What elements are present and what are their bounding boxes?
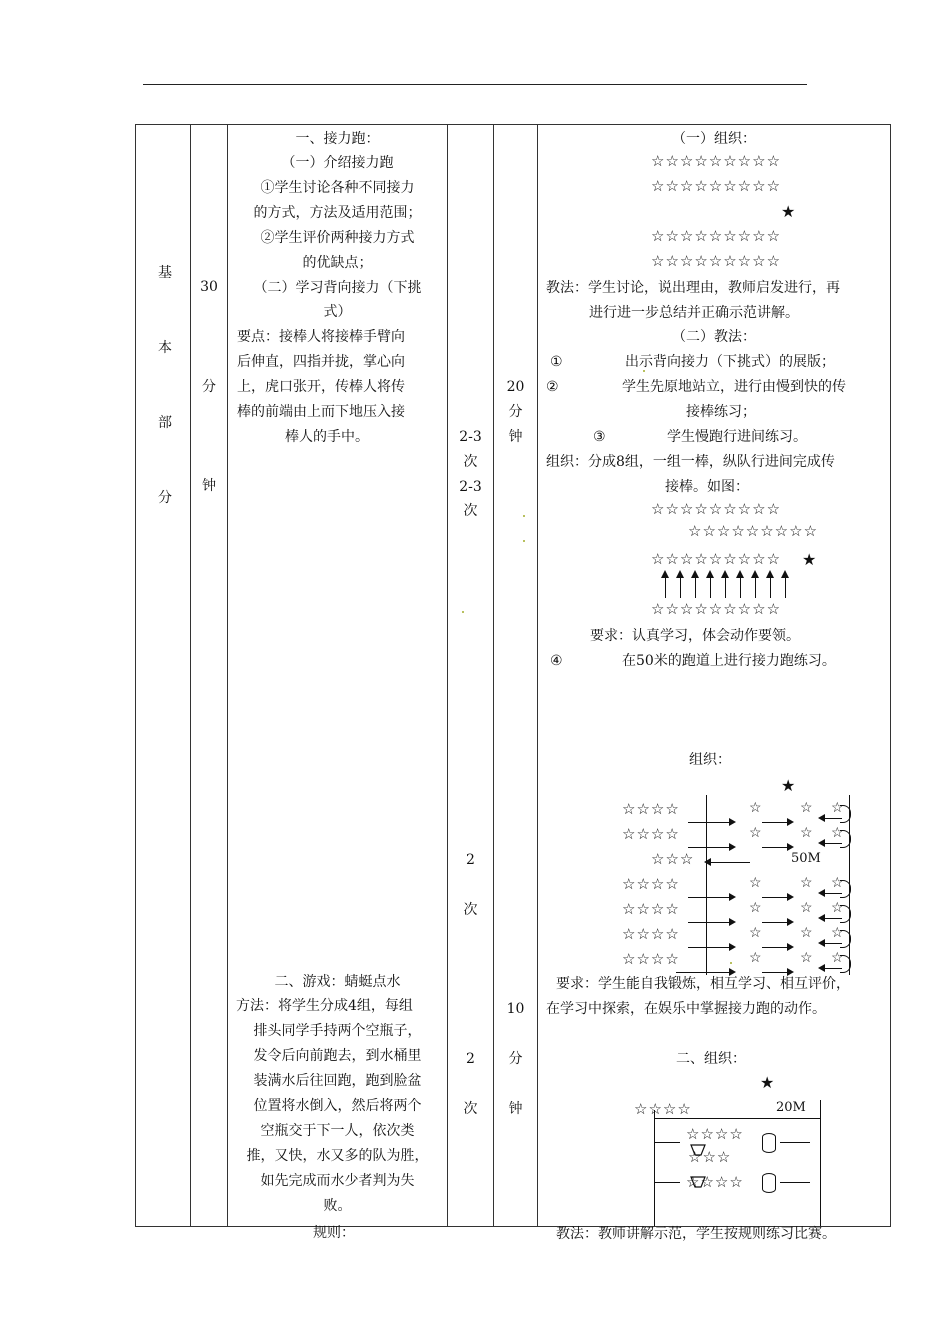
up-arrow-icon [785,574,786,598]
team-row: ☆☆☆☆ [686,1125,744,1143]
runner-icon: ☆ [800,800,813,816]
teach-line: 教法：学生讨论，说出理由，教师启发进行，再 [546,280,840,296]
runner-icon: ☆ [831,950,844,966]
relay-title: 一、接力跑： [295,131,380,147]
runner-icon: ☆ [749,875,762,891]
game-method-line: 空瓶交于下一人，依次类 [260,1123,415,1139]
teacher-star-icon: ★ [802,550,817,569]
game-method-line: 位置将水倒入，然后将两个 [253,1098,422,1114]
key-point-line: 棒人的手中。 [285,429,369,445]
end-line [820,1100,821,1226]
step-text: 接棒练习； [686,404,756,420]
step-num: ② [546,379,559,395]
step-text: 学生慢跑行进间练习。 [667,429,807,445]
team-row: ☆☆☆ [688,1148,732,1166]
step-text: 学生先原地站立，进行由慢到快的传 [622,379,846,395]
runner-icon: ☆ [800,875,813,891]
runner-icon: ☆ [800,950,813,966]
teacher-star-icon: ★ [781,776,796,795]
team-row: ☆☆☆☆ [622,800,680,818]
teach-line: 教法：教师讲解示范，学生按规则练习比赛。 [556,1226,836,1242]
runner-icon: ☆ [749,950,762,966]
return-arrow-icon [820,818,842,819]
water-bucket-icon [762,1133,776,1153]
water-bucket-icon [762,1173,776,1193]
time-unit: 钟 [508,1101,523,1117]
up-arrow-icon [770,574,771,598]
intro-line: ②学生评价两种接力方式 [260,230,415,246]
distance-line [654,1118,820,1119]
game-method-line: 发令后向前跑去，到水桶里 [253,1048,422,1064]
scan-speck [643,370,645,372]
key-point-line: 上，虎口张开，传棒人将传 [237,379,405,395]
student-row: ☆☆☆☆☆☆☆☆☆ [651,600,782,618]
team-row: ☆☆☆☆ [622,825,680,843]
run-arrow-icon [762,947,792,948]
time-total-unit: 钟 [202,478,216,494]
intro-title: （一）介绍接力跑 [281,155,394,171]
intro-line: 的优缺点； [302,255,373,271]
distance-arrow-icon [706,862,750,863]
runner-icon: ☆ [749,825,762,841]
intro-line: 的方式，方法及适用范围； [253,205,422,221]
student-row: ☆☆☆☆☆☆☆☆☆ [651,227,782,245]
teacher-star-icon: ★ [760,1073,775,1092]
game-title: 二、游戏：蜻蜓点水 [274,974,401,990]
team-row: ☆☆☆☆ [622,925,680,943]
reps-value: 2-3 [459,429,482,445]
team-row: ☆☆☆☆ [622,900,680,918]
requirement: 要求：认真学习，体会动作要领。 [590,628,800,644]
run-arrow-icon [762,897,792,898]
time-value: 10 [506,1001,525,1017]
time-total-num: 30 [200,279,218,295]
teach-line: 进行进一步总结并正确示范讲解。 [589,305,799,321]
lane-line [654,1182,680,1183]
start-line [654,1110,655,1226]
student-row: ☆☆☆☆☆☆☆☆☆ [651,252,782,270]
team-row: ☆☆☆☆ [634,1100,692,1118]
run-arrow-icon [762,922,792,923]
requirement: 在学习中探索，在娱乐中掌握接力跑的动作。 [546,1001,826,1017]
reps-value: 2 [466,852,475,868]
distance-label: 50M [791,851,821,866]
return-arrow-icon [820,943,842,944]
reps-unit: 次 [463,1101,478,1117]
runner-icon: ☆ [831,925,844,941]
time-total-unit: 分 [202,379,216,395]
scan-speck [523,540,525,542]
student-row: ☆☆☆☆☆☆☆☆☆ [651,177,782,195]
time-value: 20 [506,379,525,395]
lane-line [780,1182,810,1183]
game-method-line: 如先完成而水少者判为失 [260,1173,415,1189]
time-unit: 分 [508,1051,523,1067]
runner-icon: ☆ [749,900,762,916]
up-arrow-icon [710,574,711,598]
time-unit: 分 [508,404,523,420]
up-arrow-icon [680,574,681,598]
teacher-star-icon: ★ [781,202,796,221]
return-arrow-icon [820,843,842,844]
runner-icon: ☆ [800,925,813,941]
learn-title: 式） [323,304,352,320]
up-arrow-icon [755,574,756,598]
game-method-line: 装满水后往回跑，跑到脸盆 [253,1073,422,1089]
up-arrow-icon [740,574,741,598]
runner-icon: ☆ [831,875,844,891]
step-text: 出示背向接力（下挑式）的展版； [625,354,835,370]
run-arrow-icon [762,847,792,848]
runner-icon: ☆ [831,900,844,916]
game-method-line: 推，又快，水又多的队为胜， [246,1148,429,1164]
game-method-line: 排头同学手持两个空瓶子， [253,1023,422,1039]
runner-icon: ☆ [800,825,813,841]
up-arrow-icon [665,574,666,598]
lane-line [654,1142,680,1143]
intro-line: ①学生讨论各种不同接力 [260,180,415,196]
scan-speck [523,515,525,517]
runner-icon: ☆ [800,900,813,916]
up-arrow-icon [725,574,726,598]
section-char: 分 [158,490,172,506]
return-arrow-icon [820,968,842,969]
section-char: 本 [158,340,172,356]
run-arrow-icon [688,897,734,898]
runner-icon: ☆ [831,825,844,841]
basin-icon [690,1176,706,1188]
learn-title: （二）学习背向接力（下挑 [253,280,422,296]
team-row: ☆☆☆☆ [622,950,680,968]
org1-title: （一）组织： [672,131,756,147]
section-char: 基 [158,265,172,281]
scan-speck [462,611,464,613]
reps-unit: 次 [463,454,478,470]
step-num: ① [550,354,563,370]
run-arrow-icon [688,822,734,823]
runner-icon: ☆ [831,800,844,816]
up-arrow-icon [695,574,696,598]
run-arrow-icon [688,947,734,948]
reps-value: 2 [466,1051,475,1067]
run-arrow-icon [688,922,734,923]
lane-line [780,1142,810,1143]
org2-line: 组织：分成8组，一组一棒，纵队行进间完成传 [546,454,835,470]
reps-unit: 次 [463,503,478,519]
team-row: ☆☆☆☆ [686,1173,744,1191]
basin-icon [690,1144,706,1156]
org3-title: 组织： [689,752,731,768]
team-row: ☆☆☆☆ [622,875,680,893]
step-num: ④ [550,653,563,669]
return-arrow-icon [820,918,842,919]
key-point-line: 要点：接棒人将接棒手臂向 [237,329,405,345]
table-divider [537,124,538,1227]
runner-icon: ☆ [749,925,762,941]
requirement: 要求：学生能自我锻炼，相互学习、相互评价， [556,976,850,992]
return-arrow-icon [820,893,842,894]
game-method-line: 败。 [323,1198,352,1214]
teach2-title: （二）教法： [672,329,756,345]
student-row: ☆☆☆☆☆☆☆☆☆ [688,522,819,540]
rules-label: 规则： [313,1225,355,1241]
runner-icon: ☆ [749,800,762,816]
org2-line: 接棒。如图： [665,479,749,495]
key-point-line: 后伸直，四指并拢，掌心向 [237,354,405,370]
step-text: 在50米的跑道上进行接力跑练习。 [622,653,836,669]
game-method-line: 方法：将学生分成4组，每组 [236,998,413,1014]
reps-value: 2-3 [459,479,482,495]
key-point-line: 棒的前端由上而下地压入接 [237,404,405,420]
student-row: ☆☆☆☆☆☆☆☆☆ [651,152,782,170]
run-arrow-icon [688,847,734,848]
header-rule [143,84,807,85]
step-num: ③ [593,429,606,445]
student-row: ☆☆☆☆☆☆☆☆☆ [651,500,782,518]
scan-speck [730,962,732,964]
run-arrow-icon [762,822,792,823]
distance-label: 20M [776,1100,806,1115]
team-row: ☆☆☆ [651,850,695,868]
section-char: 部 [158,415,172,431]
student-row: ☆☆☆☆☆☆☆☆☆ [651,550,782,568]
org4-title: 二、组织： [676,1051,746,1067]
time-unit: 钟 [508,429,523,445]
reps-unit: 次 [463,902,478,918]
